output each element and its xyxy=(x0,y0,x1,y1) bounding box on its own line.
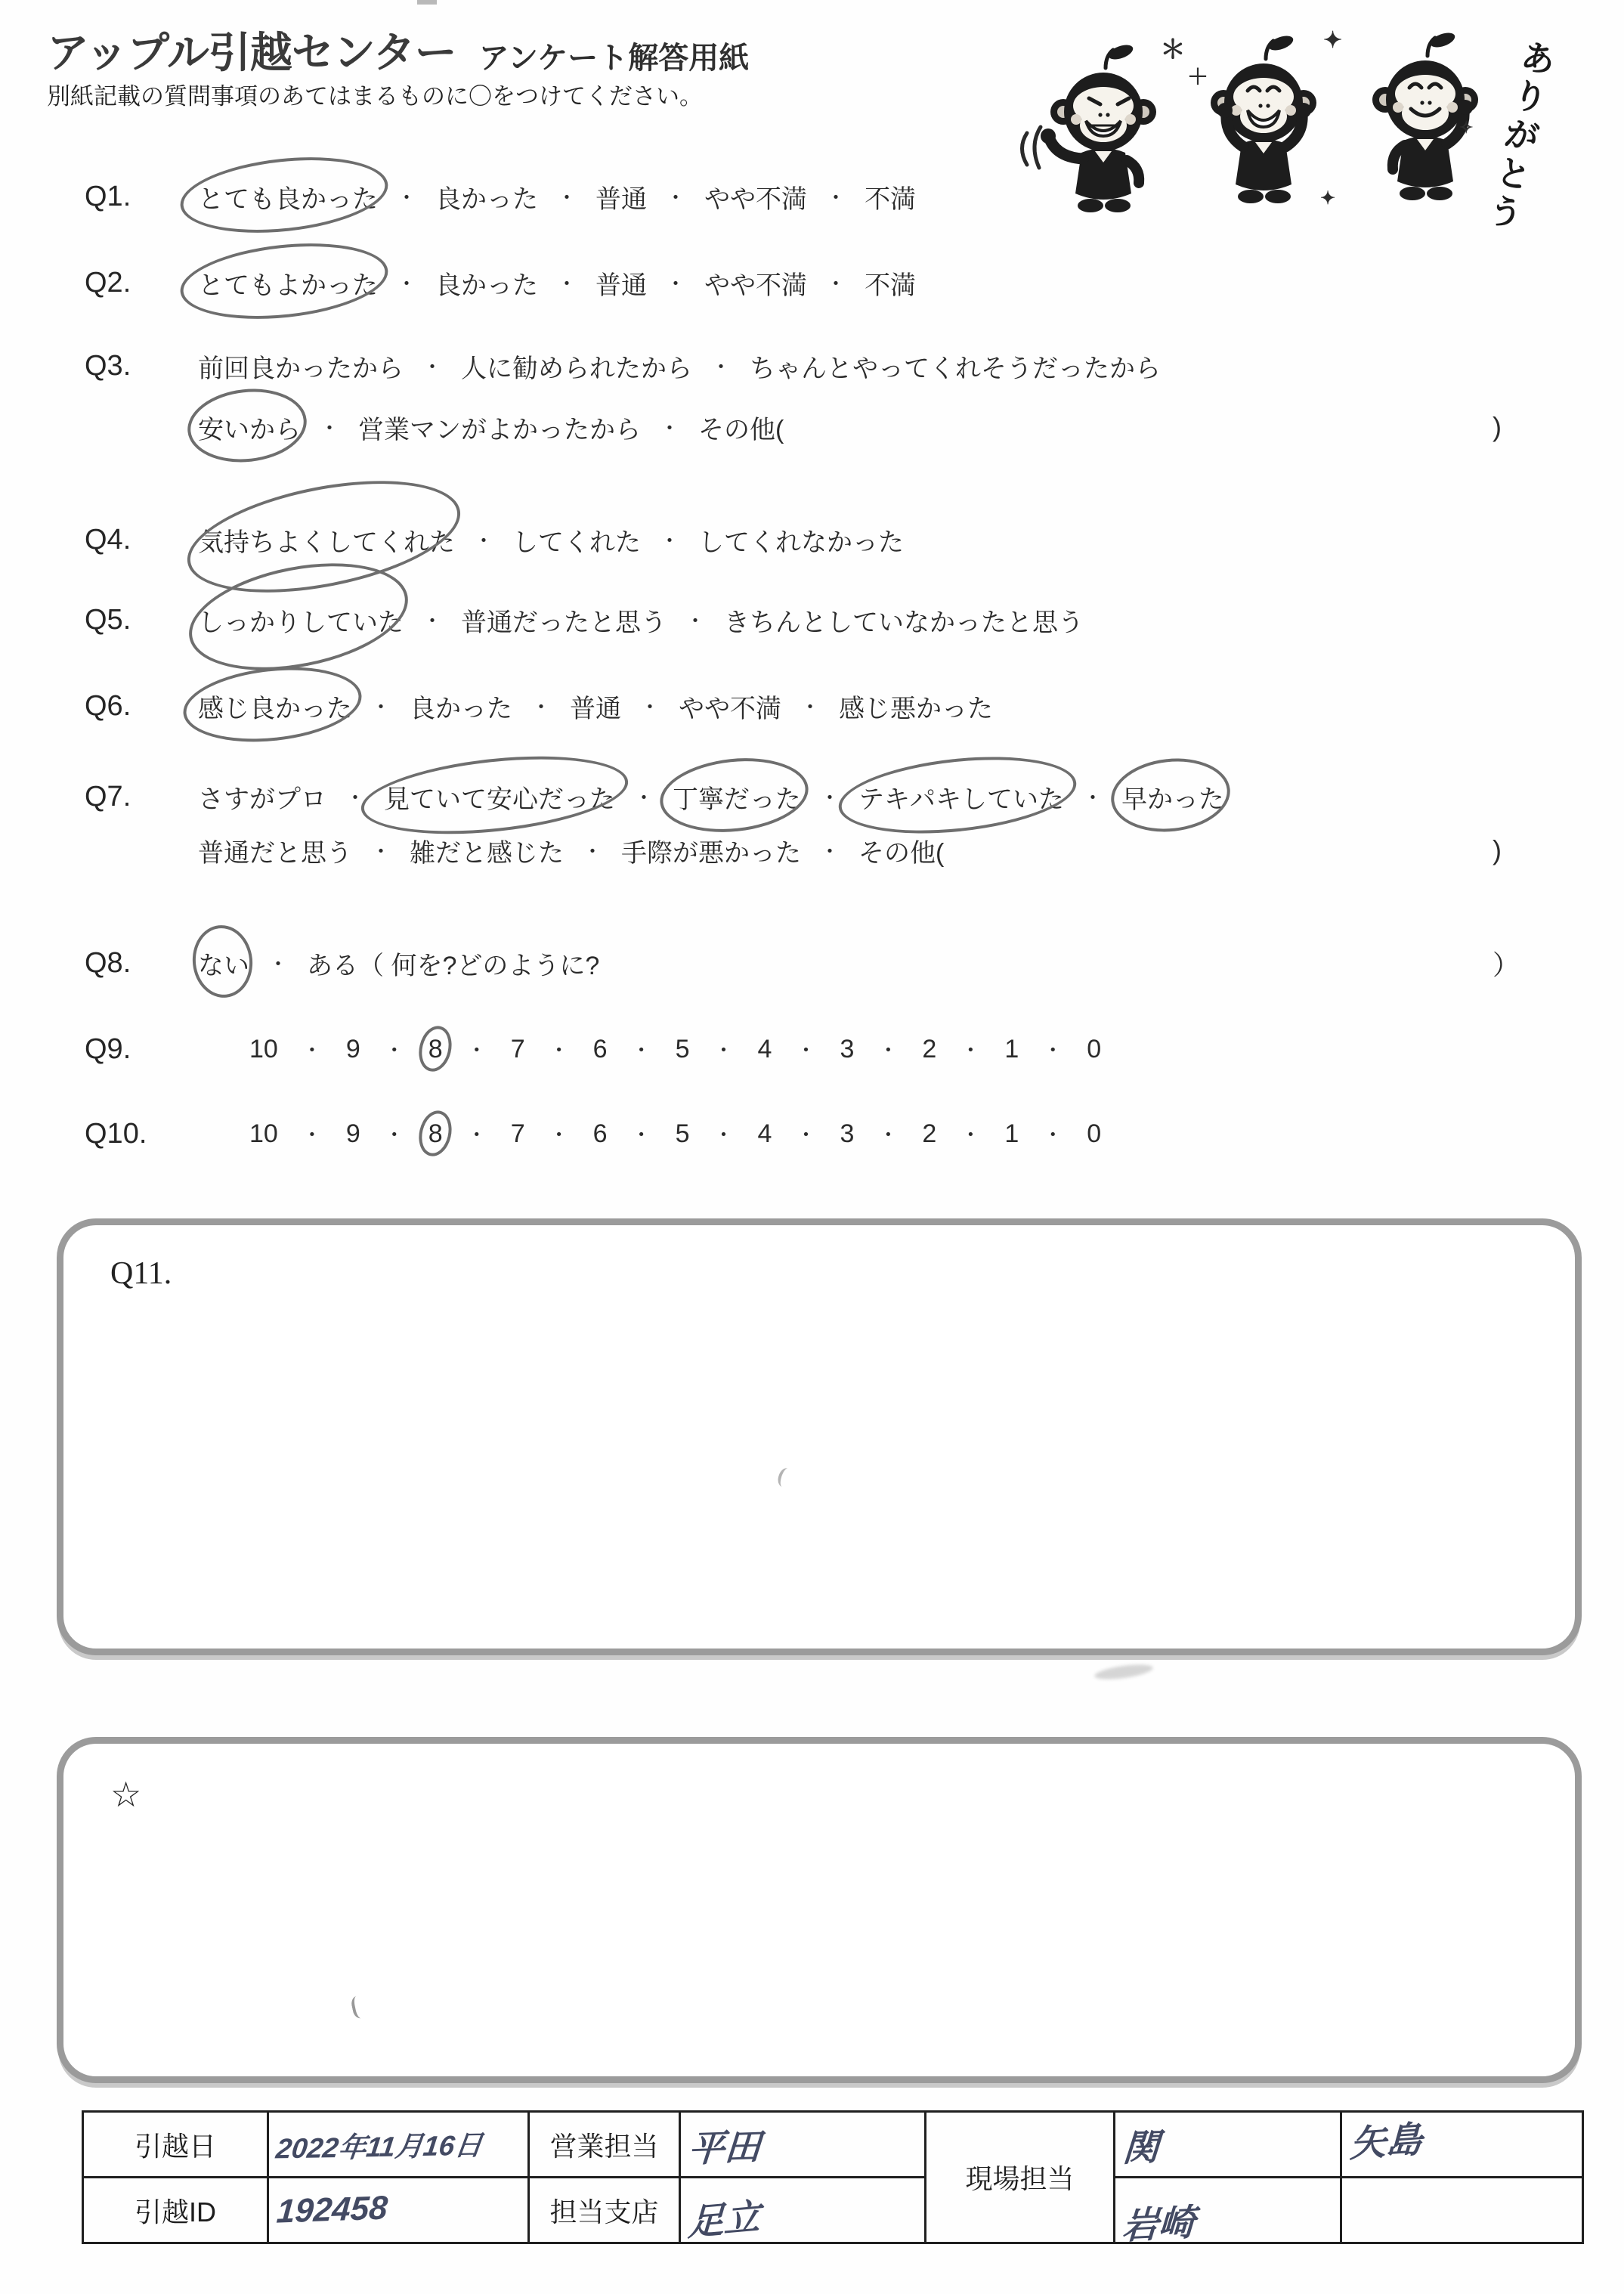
answer-option: 普通 xyxy=(570,694,622,723)
answer-options-row xyxy=(198,688,1573,724)
circled-answer-option: 丁寧だった xyxy=(673,779,801,816)
answer-option: 5 xyxy=(675,1034,690,1063)
monkey-mascot-icon xyxy=(1016,44,1175,255)
table-row xyxy=(83,2178,1583,2243)
answer-option: 普通 xyxy=(595,184,648,214)
question-label: Q5. xyxy=(85,603,131,636)
separator-dot: ・ xyxy=(466,1039,487,1062)
separator-dot: ・ xyxy=(548,1039,570,1062)
separator-dot: ・ xyxy=(531,695,552,719)
sparkle-icon: ＊ xyxy=(1160,36,1186,64)
separator-dot: ・ xyxy=(960,1039,982,1062)
separator-dot: ・ xyxy=(877,1039,899,1062)
site-crew-cell-4 xyxy=(1341,2178,1583,2243)
answer-option: その他( xyxy=(698,415,784,444)
answer-option: してくれた xyxy=(512,528,642,557)
answer-options-row xyxy=(198,602,1573,638)
separator-dot: ・ xyxy=(383,1039,405,1062)
answer-option: やや不満 xyxy=(679,694,782,723)
sparkle-icon: ✦ xyxy=(1323,28,1343,53)
answer-option: その他( xyxy=(858,838,945,868)
sales-rep-value: 平田 xyxy=(686,2126,763,2170)
answer-option: 営業マンがよかったから xyxy=(358,415,642,444)
answer-options-row xyxy=(198,945,1573,981)
separator-dot: ・ xyxy=(665,186,687,209)
instruction-text: 別紙記載の質問事項のあてはまるものに〇をつけてください。 xyxy=(47,83,703,110)
answer-option: 7 xyxy=(510,1034,525,1063)
question-label: Q7. xyxy=(85,780,131,813)
circled-answer-option: 早かった xyxy=(1121,779,1224,816)
separator-dot: ・ xyxy=(370,840,392,863)
separator-dot: ・ xyxy=(556,272,578,296)
answer-options-row xyxy=(198,522,1573,558)
answer-option: 感じ悪かった xyxy=(839,694,994,723)
answer-option: 不満 xyxy=(865,271,917,300)
sales-rep-cell xyxy=(680,2112,926,2178)
move-id-label: 引越ID xyxy=(83,2178,268,2243)
question-label: Q4. xyxy=(85,523,131,556)
separator-dot: ・ xyxy=(630,1039,652,1062)
circled-answer-option: とてもよかった xyxy=(198,265,378,302)
separator-dot: ・ xyxy=(630,1123,652,1147)
sparkle-icon: ＋ xyxy=(1187,65,1209,88)
answer-option: 普通だと思う xyxy=(198,838,352,868)
separator-dot: ・ xyxy=(1082,786,1104,810)
answer-option: ちゃんとやってくれそうだったから xyxy=(750,354,1162,383)
circled-answer-option: テキパキしていた xyxy=(858,779,1064,816)
separator-dot: ・ xyxy=(319,416,341,440)
question-label: Q6. xyxy=(85,689,131,722)
answer-option: 6 xyxy=(592,1119,608,1148)
separator-dot: ・ xyxy=(659,416,681,440)
answer-option: 2 xyxy=(922,1034,937,1063)
separator-dot: ・ xyxy=(268,952,289,976)
circled-answer-option: 8 xyxy=(428,1119,443,1148)
separator-dot: ・ xyxy=(639,695,661,719)
table-row xyxy=(83,2112,1583,2178)
separator-dot: ・ xyxy=(633,786,655,810)
answer-options-row xyxy=(198,348,1573,384)
answer-option: 7 xyxy=(510,1119,525,1148)
move-date-value: 2022年11月16日 xyxy=(274,2129,484,2165)
branch-cell xyxy=(680,2178,926,2243)
separator-dot: ・ xyxy=(800,695,821,719)
move-date-cell xyxy=(268,2112,529,2178)
circled-answer-option: 8 xyxy=(428,1034,443,1063)
answer-option: ある（ 何を?どのように? xyxy=(307,951,600,980)
answer-option: 0 xyxy=(1087,1034,1102,1063)
site-crew-value-1: 関 xyxy=(1121,2127,1161,2169)
separator-dot: ・ xyxy=(345,786,367,810)
separator-dot: ・ xyxy=(396,272,418,296)
answer-options-row xyxy=(249,1116,1624,1152)
answer-option: 4 xyxy=(757,1119,772,1148)
answer-option: 10 xyxy=(249,1034,278,1063)
answer-option: 1 xyxy=(1004,1119,1019,1148)
move-date-label: 引越日 xyxy=(83,2112,268,2178)
separator-dot: ・ xyxy=(795,1039,817,1062)
circled-answer-option: ない xyxy=(198,945,249,982)
question-label: Q9. xyxy=(85,1032,131,1065)
separator-dot: ・ xyxy=(582,840,604,863)
separator-dot: ・ xyxy=(473,529,495,553)
answer-option: やや不満 xyxy=(704,184,808,214)
close-paren: ) xyxy=(1493,411,1502,442)
answer-option: 3 xyxy=(840,1034,855,1063)
answer-option: 10 xyxy=(249,1119,278,1148)
site-crew-label: 現場担当 xyxy=(926,2112,1115,2243)
question-label: Q2. xyxy=(85,266,131,299)
question-label: Q8. xyxy=(85,946,131,979)
move-id-value: 192458 xyxy=(275,2189,389,2231)
separator-dot: ・ xyxy=(383,1123,405,1147)
separator-dot: ・ xyxy=(710,355,732,379)
branch-label: 担当支店 xyxy=(529,2178,680,2243)
answer-options-row xyxy=(198,832,1573,868)
thanks-text: ありがとう xyxy=(1480,36,1560,237)
separator-dot: ・ xyxy=(422,609,444,633)
answer-option: 6 xyxy=(592,1034,608,1063)
answer-option: 人に勧められたから xyxy=(461,354,693,383)
header xyxy=(47,20,749,80)
separator-dot: ・ xyxy=(685,609,707,633)
answer-options-row xyxy=(249,1031,1624,1067)
separator-dot: ・ xyxy=(713,1123,735,1147)
separator-dot: ・ xyxy=(1042,1039,1064,1062)
circled-answer-option: とても良かった xyxy=(198,178,378,215)
form-subtitle: アンケート解答用紙 xyxy=(478,42,750,75)
q11-comment-box xyxy=(57,1218,1582,1655)
separator-dot: ・ xyxy=(819,786,841,810)
separator-dot: ・ xyxy=(960,1123,982,1147)
company-title: アップル引越センター xyxy=(47,29,456,76)
answer-option: 1 xyxy=(1004,1034,1019,1063)
circled-answer-option: しっかりしていた xyxy=(198,602,404,639)
separator-dot: ・ xyxy=(301,1123,323,1147)
separator-dot: ・ xyxy=(713,1039,735,1062)
answer-option: 普通 xyxy=(595,271,648,300)
site-crew-cell-3 xyxy=(1115,2178,1341,2247)
separator-dot: ・ xyxy=(370,695,392,719)
answer-option: 良かった xyxy=(435,271,539,300)
answer-option: 5 xyxy=(675,1119,690,1148)
answer-option: 普通だったと思う xyxy=(461,608,667,637)
answer-option: 雑だと感じた xyxy=(410,838,565,868)
answer-options-row xyxy=(198,409,1573,445)
separator-dot: ・ xyxy=(795,1123,817,1147)
footer-table xyxy=(82,2110,1584,2247)
circled-answer-option: 安いから xyxy=(198,409,301,446)
separator-dot: ・ xyxy=(659,529,681,553)
site-crew-value-3: 岩崎 xyxy=(1121,2202,1196,2247)
star-comment-box xyxy=(57,1737,1582,2083)
separator-dot: ・ xyxy=(1042,1123,1064,1147)
answer-option: 良かった xyxy=(435,184,539,214)
separator-dot: ・ xyxy=(422,355,444,379)
scan-smudge xyxy=(1093,1662,1153,1683)
answer-option: 2 xyxy=(922,1119,937,1148)
question-label: Q1. xyxy=(85,180,131,212)
answer-option: きちんとしていなかったと思う xyxy=(724,608,1084,637)
separator-dot: ・ xyxy=(556,186,578,209)
answer-option: やや不満 xyxy=(704,271,808,300)
separator-dot: ・ xyxy=(548,1123,570,1147)
answer-option: 3 xyxy=(840,1119,855,1148)
scan-artifact xyxy=(417,0,437,5)
answer-option: 4 xyxy=(757,1034,772,1063)
answer-option: してくれなかった xyxy=(698,528,905,557)
site-crew-cell-1 xyxy=(1115,2112,1341,2178)
move-id-cell xyxy=(268,2178,529,2243)
circled-answer-option: 感じ良かった xyxy=(198,688,352,725)
separator-dot: ・ xyxy=(466,1123,487,1147)
sparkle-icon: ✧ xyxy=(1459,118,1474,137)
separator-dot: ・ xyxy=(819,840,841,863)
answer-option: さすがプロ xyxy=(198,785,326,814)
answer-options-row xyxy=(198,265,1573,301)
circled-answer-option: 気持ちよくしてくれた xyxy=(198,522,455,559)
close-paren: ） xyxy=(1493,949,1520,980)
separator-dot: ・ xyxy=(825,272,847,296)
answer-option: 良かった xyxy=(410,694,513,723)
site-crew-value-2: 矢島 xyxy=(1349,2119,1423,2165)
question-label: Q3. xyxy=(85,349,131,382)
site-crew-cell-2 xyxy=(1341,2112,1583,2178)
answer-options-row xyxy=(198,779,1573,815)
separator-dot: ・ xyxy=(396,186,418,209)
answer-option: 9 xyxy=(345,1034,360,1063)
answer-options-row xyxy=(198,178,1573,215)
branch-value: 足立 xyxy=(687,2196,762,2244)
q11-box-label: Q11. xyxy=(110,1256,172,1291)
separator-dot: ・ xyxy=(877,1123,899,1147)
question-label: Q10. xyxy=(85,1117,147,1150)
circled-answer-option: 見ていて安心だった xyxy=(384,779,615,816)
mascot-group xyxy=(1016,27,1591,254)
answer-option: 9 xyxy=(345,1119,360,1148)
star-icon: ☆ xyxy=(110,1775,142,1814)
answer-option: 前回良かったから xyxy=(198,354,404,383)
sparkle-icon: ✦ xyxy=(1320,188,1336,209)
answer-option: 0 xyxy=(1087,1119,1102,1148)
separator-dot: ・ xyxy=(825,186,847,209)
answer-option: 手際が悪かった xyxy=(621,838,802,868)
answer-option: 不満 xyxy=(865,184,917,214)
separator-dot: ・ xyxy=(301,1039,323,1062)
separator-dot: ・ xyxy=(665,272,687,296)
close-paren: ) xyxy=(1493,834,1502,865)
sales-rep-label: 営業担当 xyxy=(529,2112,680,2178)
